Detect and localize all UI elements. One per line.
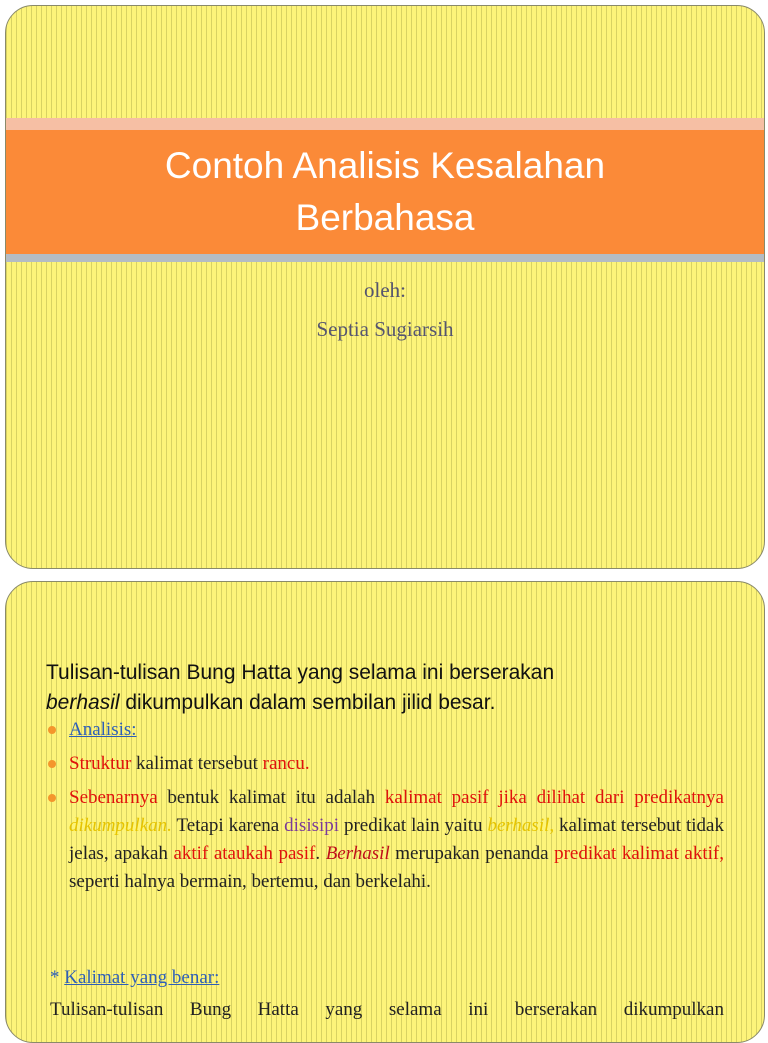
slide-analysis (5, 581, 765, 1043)
bullet3-text3: predikat lain yaitu (339, 815, 488, 836)
kalimat-pasif-phrase: kalimat pasif jika dilihat dari predikatnya (384, 787, 724, 808)
struktur-word: Struktur (69, 753, 132, 774)
title-line-1: Contoh Analisis Kesalahan (164, 145, 606, 186)
correct-sentence-text: Tulisan-tulisan Bung Hatta yang selama ini berserakan dikumpulkan (50, 999, 724, 1020)
title-band-bottom-stripe (6, 254, 764, 262)
byline-label: oleh: (364, 278, 406, 302)
example-sentence-part2: dikumpulkan dalam sembilan jilid besar. (119, 691, 496, 714)
correct-sentence-link[interactable]: Kalimat yang benar: (64, 967, 220, 988)
correct-sentence-heading (50, 964, 219, 992)
bullet3-text1: bentuk kalimat itu adalah (157, 787, 385, 808)
bullet-dot-icon (48, 794, 56, 802)
struktur-text: kalimat tersebut (131, 753, 263, 774)
bullet-analisis (44, 716, 724, 744)
author-name: Septia Sugiarsih (316, 317, 454, 341)
title-band-top-stripe (6, 118, 764, 130)
example-sentence-part1: Tulisan-tulisan Bung Hatta yang selama ini berserakan (46, 661, 555, 684)
analysis-bullet-list (44, 716, 724, 902)
dikumpulkan-word: dikumpulkan. (69, 815, 172, 836)
slide-title (5, 5, 765, 569)
rancu-word: rancu. (262, 753, 310, 774)
disisipi-word: disisipi (284, 815, 340, 836)
bullet3-text5: . (315, 843, 326, 864)
slide-title-text (6, 140, 764, 244)
bullet-dot-icon (48, 760, 56, 768)
bullet3-text6: merupakan penanda (389, 843, 555, 864)
bullet3-text4: kalimat tersebut tidak jelas, apakah (69, 815, 724, 864)
berhasil-word: berhasil, (487, 815, 555, 836)
aktif-ataukah-pasif-phrase: aktif ataukah pasif (173, 843, 316, 864)
example-sentence (46, 658, 734, 718)
bullet3-text2: Tetapi karena (171, 815, 285, 836)
predikat-aktif-phrase: predikat kalimat aktif, (554, 843, 724, 864)
analisis-link[interactable]: Analisis: (69, 719, 137, 740)
bullet-sebenarnya (44, 784, 724, 896)
title-line-2: Berbahasa (295, 197, 475, 238)
bullet-dot-icon (48, 726, 56, 734)
bullet3-text7: seperti halnya bermain, bertemu, dan berkelahi. (69, 871, 431, 892)
star-marker: * (50, 967, 65, 988)
example-sentence-italic: berhasil (46, 691, 120, 714)
berhasil-italic-word: Berhasil (325, 843, 390, 864)
sebenarnya-word: Sebenarnya (69, 787, 158, 808)
bullet-struktur (44, 750, 724, 778)
